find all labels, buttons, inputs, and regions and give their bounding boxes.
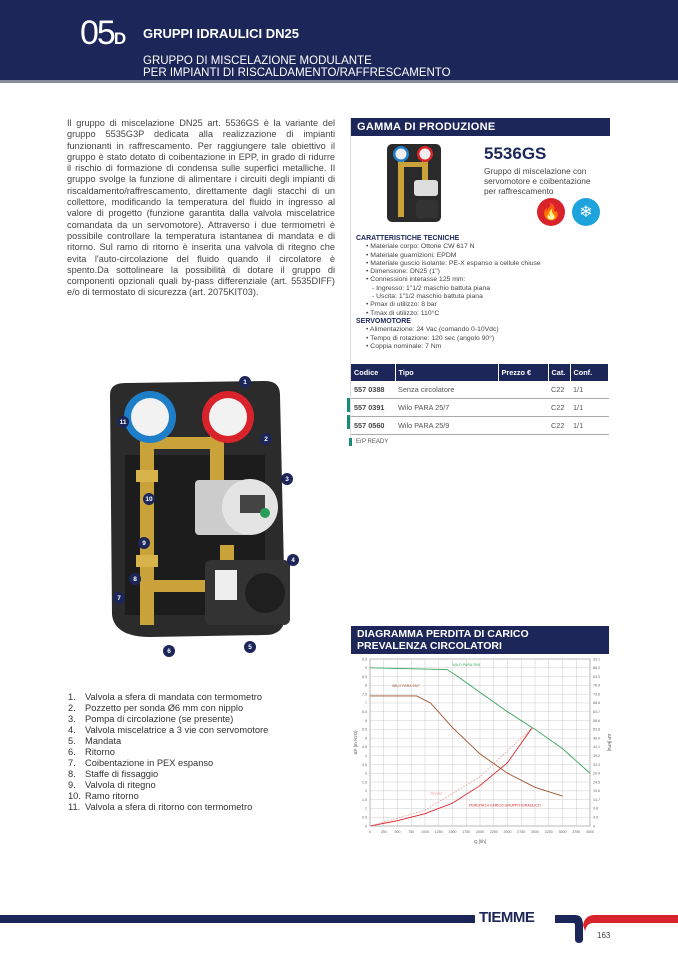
x-tick-label: 3000 bbox=[531, 830, 539, 834]
callout-7: 7 bbox=[113, 592, 125, 604]
x-tick-label: 1250 bbox=[434, 830, 443, 834]
product-description: Gruppo di miscelazione con servomotore e coibentazione per raffrescamento bbox=[484, 166, 591, 196]
y-tick-label: 5 bbox=[365, 736, 367, 741]
y2-tick-label: 4.9 bbox=[593, 815, 598, 820]
y2-tick-label: 78.4 bbox=[593, 683, 600, 688]
callout-2: 2 bbox=[260, 433, 272, 445]
y-tick-label: 9 bbox=[365, 666, 367, 671]
y2-tick-label: 19.6 bbox=[593, 789, 600, 794]
y-tick-label: 6 bbox=[365, 718, 367, 723]
series-line-3 bbox=[370, 728, 532, 826]
x-tick-label: 4000 bbox=[586, 830, 594, 834]
legend-item: 3. Pompa di circolazione (se presente) bbox=[68, 714, 234, 724]
callout-8: 8 bbox=[129, 573, 141, 585]
erp-marker bbox=[347, 398, 350, 412]
legend-item: 1. Valvola a sfera di mandata con termometro bbox=[68, 692, 263, 702]
y2-tick-label: 29.4 bbox=[593, 771, 600, 776]
x-tick-label: 3250 bbox=[544, 830, 553, 834]
y2-tick-label: 53.8 bbox=[593, 727, 600, 732]
page-number: 163 bbox=[597, 931, 611, 940]
y2-tick-label: 44.1 bbox=[593, 745, 600, 750]
series-label: WILO PARA 25/7 bbox=[392, 684, 420, 689]
legend-item: 4. Valvola miscelatrice a 3 vie con servomotore bbox=[68, 725, 269, 735]
pressure-chart bbox=[352, 654, 612, 849]
y2-tick-label: 93.1 bbox=[593, 657, 600, 662]
x-tick-label: 3500 bbox=[558, 830, 567, 834]
col-tipo: Tipo bbox=[395, 364, 498, 381]
y-tick-label: 8.5 bbox=[362, 674, 367, 679]
x-tick-label: 1500 bbox=[448, 830, 457, 834]
section-title: GAMMA DI PRODUZIONE bbox=[351, 118, 610, 136]
x-tick-label: 250 bbox=[380, 830, 387, 834]
legend-item: 2. Pozzetto per sonda Ø6 mm con nipplo bbox=[68, 703, 244, 713]
chapter-subtitle: GRUPPO DI MISCELAZIONE MODULANTE PER IMPIANTI DI RISCALDAMENTO/RAFFRESCAMENTO bbox=[143, 55, 451, 79]
x-tick-label: 500 bbox=[394, 830, 401, 834]
chart-title: DIAGRAMMA PERDITA DI CARICO PREVALENZA CIRCOLATORI bbox=[351, 626, 609, 654]
legend-item: 10. Ramo ritorno bbox=[68, 791, 139, 801]
legend-item: 11. Valvola a sfera di ritorno con termometro bbox=[68, 802, 253, 812]
y2-tick-label: 24.5 bbox=[593, 780, 600, 785]
y-tick-label: 9.5 bbox=[362, 657, 367, 662]
y-tick-label: 5.5 bbox=[362, 727, 367, 732]
callout-6: 6 bbox=[163, 645, 175, 657]
brand-logo: TIEMME bbox=[479, 909, 535, 926]
callout-4: 4 bbox=[287, 554, 299, 566]
y-tick-label: 4 bbox=[365, 753, 367, 758]
callout-10: 10 bbox=[143, 493, 155, 505]
table-row: 557 0560 Wilo PARA 25/9 C22 1/1 bbox=[351, 417, 609, 435]
components-legend bbox=[68, 692, 268, 813]
snowflake-icon: ❄ bbox=[572, 198, 600, 226]
x-tick-label: 1000 bbox=[421, 830, 429, 834]
y2-tick-label: 58.8 bbox=[593, 718, 600, 723]
y-tick-label: 0 bbox=[365, 824, 367, 829]
y-tick-label: 1 bbox=[365, 806, 367, 811]
y-tick-label: 3 bbox=[365, 771, 367, 776]
y-axis-label: ΔP [m H2O] bbox=[353, 730, 358, 755]
product-code: 5536GS bbox=[484, 144, 547, 163]
y2-tick-label: 73.6 bbox=[593, 692, 600, 697]
y-tick-label: 2.5 bbox=[362, 780, 367, 785]
legend-item: 6. Ritorno bbox=[68, 747, 115, 757]
col-prezzo: Prezzo € bbox=[498, 364, 548, 381]
col-conf: Conf. bbox=[570, 364, 609, 381]
y2-tick-label: 14.7 bbox=[593, 797, 600, 802]
x-axis-label: Q [l/h] bbox=[473, 839, 487, 844]
callout-5: 5 bbox=[244, 641, 256, 653]
y2-tick-label: 83.3 bbox=[593, 674, 600, 679]
chapter-title: GRUPPI IDRAULICI DN25 bbox=[143, 26, 300, 41]
y-tick-label: 0.5 bbox=[362, 815, 367, 820]
col-cat: Cat. bbox=[548, 364, 570, 381]
series-label: PERDITA DI CARICO GRUPPO IDRAULICO bbox=[469, 803, 541, 808]
footer-bar bbox=[0, 915, 475, 923]
y-tick-label: 4.5 bbox=[362, 745, 367, 750]
intro-paragraph: Il gruppo di miscelazione DN25 art. 5536GS è la variante del gruppo 5535G3P dedicata alla realizzazione di impianti funzionanti in raffrescamento. Per raggiungere tale obiettivo il gruppo è stato dotato di coibentazione in EPP, in grado di ridurre il rischio di formazione di condensa sulle superfici metalliche. Il gruppo svolge la funzione di alimentare i circuiti degli impianti di riscaldamento/raffrescamento, direttamente dagli stacchi di un collettore, modificando la temperatura del fluido in ingresso al valore di progetto (funzione garantita dalla valvola miscelatrice comandata da un servomotore). Attraverso i due termometri è possibile controllare la temperatura istantanea di mandata e di ritorno. Sul ramo di ritorno è inserita una valvola di ritegno che evita l'auto-circolazione del fluido quando il circolatore è spento.Da sottolineare la possibilità di dotare il gruppo di componenti opzionali quali by-pass differenziale (art. 5535DIFF) e/o di termostato di sicurezza (art. 2075KIT03). bbox=[67, 118, 335, 298]
series-line-2 bbox=[370, 728, 532, 826]
x-tick-label: 0 bbox=[369, 830, 371, 834]
y2-axis-label: ΔP [kPa] bbox=[607, 733, 612, 752]
y-tick-label: 2 bbox=[365, 789, 367, 794]
flame-icon: 🔥 bbox=[537, 198, 565, 226]
x-tick-label: 750 bbox=[408, 830, 415, 834]
product-image bbox=[100, 375, 310, 655]
series-label: WILO PARA 25/9 bbox=[452, 663, 480, 668]
y2-tick-label: 63.7 bbox=[593, 710, 600, 715]
y-tick-label: 6.5 bbox=[362, 710, 367, 715]
x-tick-label: 1750 bbox=[462, 830, 471, 834]
legend-item: 8. Staffe di fissaggio bbox=[68, 769, 159, 779]
chapter-number: 05D bbox=[80, 14, 127, 52]
legend-item: 9. Valvola di ritegno bbox=[68, 780, 156, 790]
product-thumbnail bbox=[384, 140, 444, 225]
callout-1: 1 bbox=[239, 376, 251, 388]
y2-tick-label: 9.8 bbox=[593, 806, 598, 811]
y2-tick-label: 34.3 bbox=[593, 762, 600, 767]
y2-tick-label: 88.2 bbox=[593, 666, 600, 671]
x-tick-label: 2750 bbox=[517, 830, 526, 834]
y-tick-label: 7 bbox=[365, 701, 367, 706]
y2-tick-label: 0 bbox=[593, 824, 595, 829]
page-header bbox=[0, 0, 678, 83]
y2-tick-label: 39.2 bbox=[593, 753, 600, 758]
x-tick-label: 3750 bbox=[572, 830, 581, 834]
y-tick-label: 1.5 bbox=[362, 797, 367, 802]
x-tick-label: 2250 bbox=[489, 830, 498, 834]
callout-3: 3 bbox=[281, 473, 293, 485]
legend-item: 7. Coibentazione in PEX espanso bbox=[68, 758, 214, 768]
x-tick-label: 2500 bbox=[503, 830, 512, 834]
callout-9: 9 bbox=[138, 537, 150, 549]
table-row: 557 0391 Wilo PARA 25/7 C22 1/1 bbox=[351, 399, 609, 417]
y-tick-label: 3.5 bbox=[362, 762, 367, 767]
legend-item: 5. Mandata bbox=[68, 736, 122, 746]
col-codice: Codice bbox=[351, 364, 395, 381]
technical-specs: CARATTERISTICHE TECNICHE • Materiale corpo: Ottone CW 617 N • Materiale guarnizioni: EPDM • Materiale guscio isolante: PE-X espanso a cellule chiuse • Dimensione: DN25 (1") • Connessioni interasse 125 mm: - Ingresso: 1"1/2 maschio battuta piana - Uscita: 1"1/2 maschio battuta piana • Pmax di utilizzo: 8 bar • Tmax di utilizzo: 110°C SERVOMOTORE • Alimentazione: 24 Vac (comando 0-10Vdc) • Tempo di rotazione: 120 sec (angolo 90°) • Coppia nominale: 7 Nm bbox=[356, 235, 541, 350]
erp-marker bbox=[347, 415, 350, 429]
y2-tick-label: 68.6 bbox=[593, 701, 600, 706]
callout-11: 11 bbox=[117, 416, 129, 428]
table-row: 557 0388 Senza circolatore C22 1/1 bbox=[351, 381, 609, 399]
series-label: Bypass bbox=[430, 791, 443, 796]
x-tick-label: 2000 bbox=[476, 830, 484, 834]
erp-ready-label: ErP READY bbox=[349, 438, 388, 446]
y-tick-label: 8 bbox=[365, 683, 367, 688]
product-table bbox=[351, 364, 609, 435]
y2-tick-label: 49.0 bbox=[593, 736, 600, 741]
y-tick-label: 7.5 bbox=[362, 692, 367, 697]
footer-pipe-graphic bbox=[555, 913, 678, 945]
